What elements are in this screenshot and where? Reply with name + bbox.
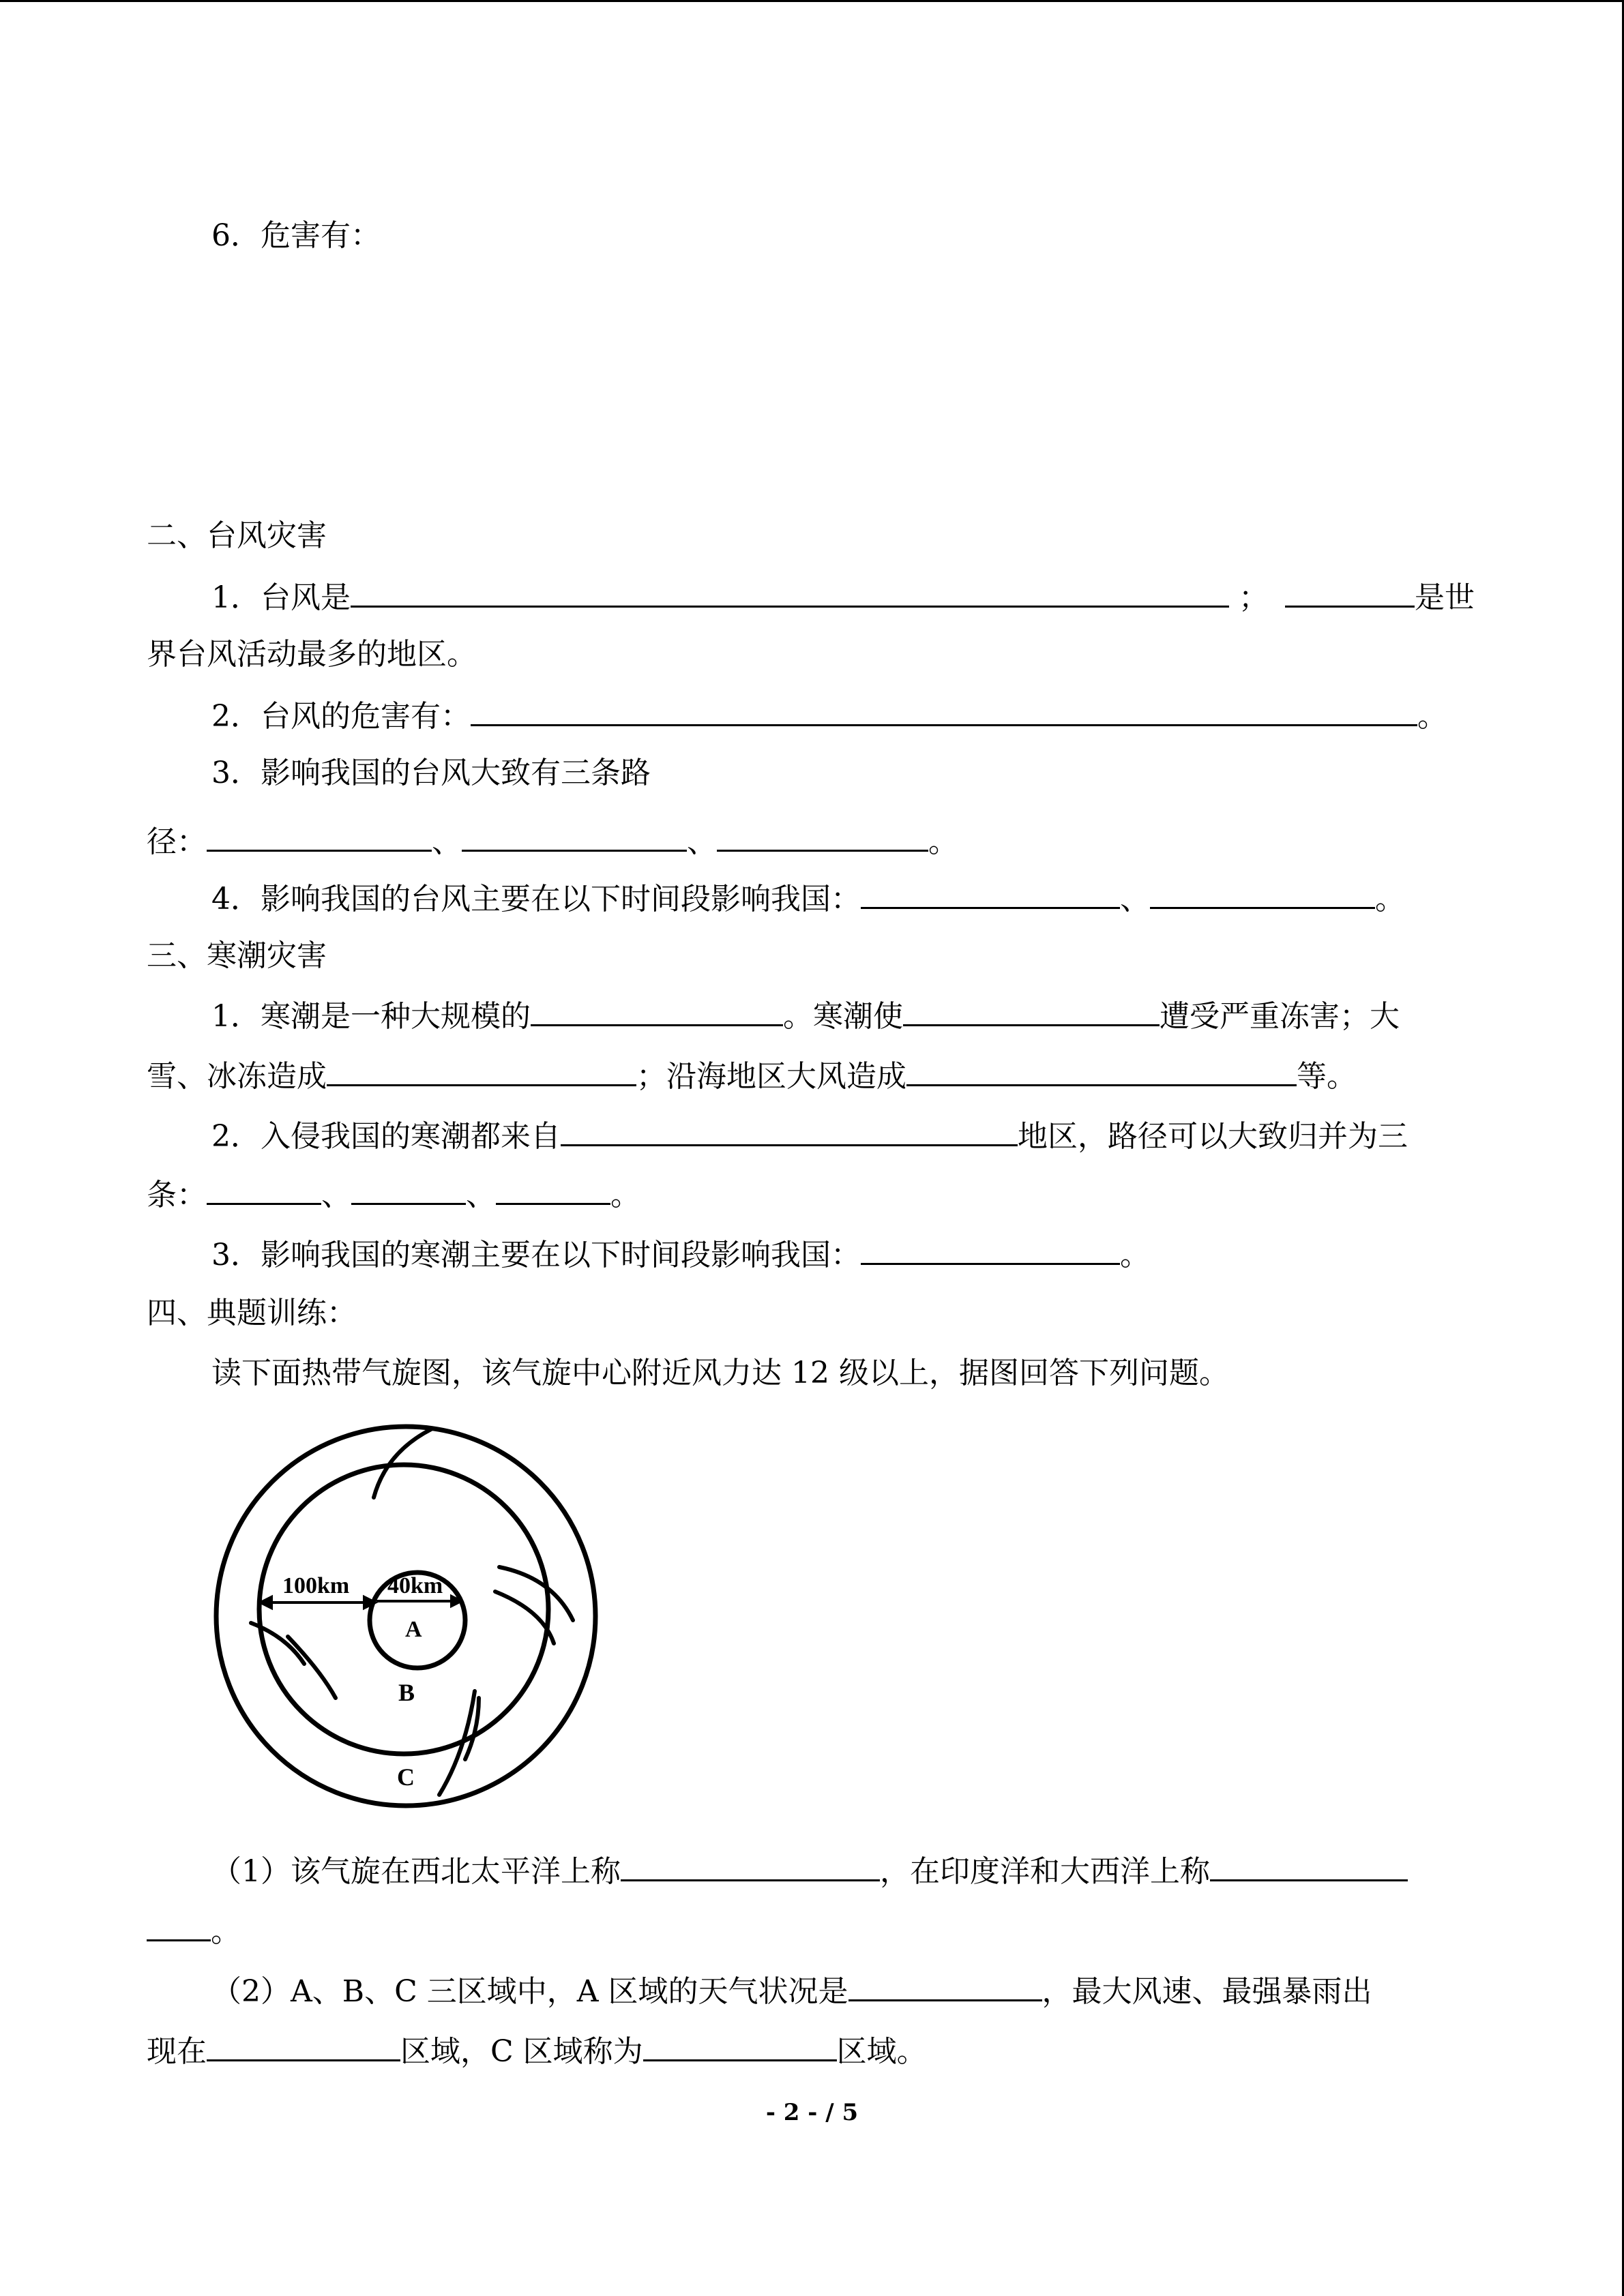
label-100km: 100km	[282, 1573, 350, 1598]
label-c: C	[397, 1763, 415, 1791]
answer-blank[interactable]	[327, 1054, 636, 1086]
q-text: 读下面热带气旋图，该气旋中心附近风力达 12 级以上，据图回答下列问题。	[211, 1356, 1229, 1390]
arrowhead	[261, 1597, 271, 1608]
q-text: 。	[1120, 1238, 1150, 1272]
label-b: B	[398, 1679, 415, 1706]
answer-blank[interactable]	[717, 820, 928, 852]
typhoon-q3	[211, 753, 651, 794]
typhoon-q3-cont	[147, 820, 958, 863]
section-heading-practice	[147, 1293, 357, 1334]
q-text: 3．影响我国的寒潮主要在以下时间段影响我国：	[211, 1238, 861, 1272]
q-text: 。	[1375, 882, 1405, 916]
page-number: - 2 - / 5	[765, 2099, 859, 2126]
section-heading-cold-wave	[147, 936, 327, 976]
item-6-text: 6．危害有：	[211, 218, 381, 253]
item-6	[211, 215, 381, 256]
q-text: 2．台风的危害有：	[211, 699, 471, 734]
q-text: 是世	[1415, 580, 1475, 615]
q-text: 。	[610, 1178, 640, 1212]
q-text: 3．影响我国的台风大致有三条路	[211, 756, 651, 790]
typhoon-q1	[211, 576, 1475, 618]
q-text: 区域，C 区域称为	[400, 2034, 643, 2069]
cold-q1	[211, 994, 1400, 1037]
q-text: 径：	[147, 824, 207, 859]
q-text: 等。	[1297, 1059, 1357, 1094]
practice-p2-cont	[147, 2029, 927, 2072]
answer-blank[interactable]	[207, 2029, 400, 2061]
cold-q2-cont	[147, 1173, 640, 1216]
heading-text: 三、寒潮灾害	[147, 938, 327, 973]
typhoon-q4	[211, 877, 1405, 920]
answer-blank[interactable]	[903, 994, 1160, 1026]
cold-q1-cont	[147, 1054, 1357, 1097]
q-text: 界台风活动最多的地区。	[147, 637, 477, 672]
answer-blank[interactable]	[643, 2029, 837, 2061]
q-text: 4．影响我国的台风主要在以下时间段影响我国：	[211, 882, 861, 916]
practice-p2	[211, 1969, 1372, 2012]
cold-q2	[211, 1114, 1408, 1157]
q-text: 。	[928, 824, 958, 859]
label-40km: 40km	[387, 1573, 443, 1598]
q-text: ，在印度洋和大西洋上称	[880, 1854, 1210, 1889]
q-text: 雪、冰冻造成	[147, 1059, 327, 1094]
spiral-band-right	[499, 1567, 573, 1620]
heading-text: 二、台风灾害	[147, 518, 327, 553]
spiral-band-left	[288, 1637, 336, 1698]
q-text: 遭受严重冻害；大	[1160, 999, 1400, 1034]
answer-blank[interactable]	[147, 1909, 211, 1941]
answer-blank[interactable]	[906, 1054, 1297, 1086]
q-text: 。寒潮使	[783, 999, 903, 1034]
q-text: 地区，路径可以大致归并为三	[1018, 1119, 1408, 1154]
section-heading-typhoon	[147, 516, 327, 556]
answer-blank[interactable]	[1210, 1849, 1408, 1881]
q-text: （1）该气旋在西北太平洋上称	[211, 1854, 621, 1889]
q-text: 条：	[147, 1178, 207, 1212]
page-border-top	[0, 0, 1624, 2]
label-a: A	[405, 1617, 422, 1642]
q-text: （2）A、B、C 三区域中，A 区域的天气状况是	[211, 1974, 848, 2009]
answer-blank[interactable]	[848, 1969, 1042, 2001]
answer-blank[interactable]	[351, 576, 1229, 608]
answer-blank[interactable]	[207, 1173, 321, 1205]
cold-q3	[211, 1233, 1150, 1276]
q-text: 、	[321, 1178, 351, 1212]
practice-intro	[211, 1353, 1229, 1394]
answer-blank[interactable]	[621, 1849, 880, 1881]
practice-p1	[211, 1849, 1408, 1892]
answer-blank[interactable]	[207, 820, 432, 852]
answer-blank[interactable]	[462, 820, 687, 852]
answer-blank[interactable]	[861, 877, 1120, 909]
q-text: ；	[1239, 580, 1269, 615]
q-text: 现在	[147, 2034, 207, 2069]
typhoon-q1-cont	[147, 634, 477, 675]
q-text: 、	[466, 1178, 496, 1212]
q-text: 1．寒潮是一种大规模的	[211, 999, 531, 1034]
middle-circle-b-boundary	[259, 1465, 548, 1754]
typhoon-q2	[211, 694, 1447, 737]
answer-blank[interactable]	[351, 1173, 466, 1205]
tropical-cyclone-diagram	[205, 1412, 641, 1821]
q-text: ，最大风速、最强暴雨出	[1042, 1974, 1372, 2009]
answer-blank[interactable]	[531, 994, 783, 1026]
q-text: 。	[1417, 699, 1447, 734]
answer-blank[interactable]	[1285, 576, 1415, 608]
heading-text: 四、典题训练：	[147, 1296, 357, 1330]
q-text: ；沿海地区大风造成	[636, 1059, 906, 1094]
q-text: 、	[687, 824, 717, 859]
q-text: 、	[432, 824, 462, 859]
answer-blank[interactable]	[861, 1233, 1120, 1265]
q-text: 2．入侵我国的寒潮都来自	[211, 1119, 561, 1154]
answer-blank[interactable]	[471, 694, 1417, 726]
q-text: 。	[211, 1914, 241, 1949]
q-text: 区域。	[836, 2034, 927, 2069]
practice-p1-cont	[147, 1909, 241, 1952]
q-text: 1．台风是	[211, 580, 351, 615]
answer-blank[interactable]	[561, 1114, 1018, 1146]
answer-blank[interactable]	[496, 1173, 610, 1205]
q-text: 、	[1120, 882, 1150, 916]
answer-blank[interactable]	[1150, 877, 1375, 909]
